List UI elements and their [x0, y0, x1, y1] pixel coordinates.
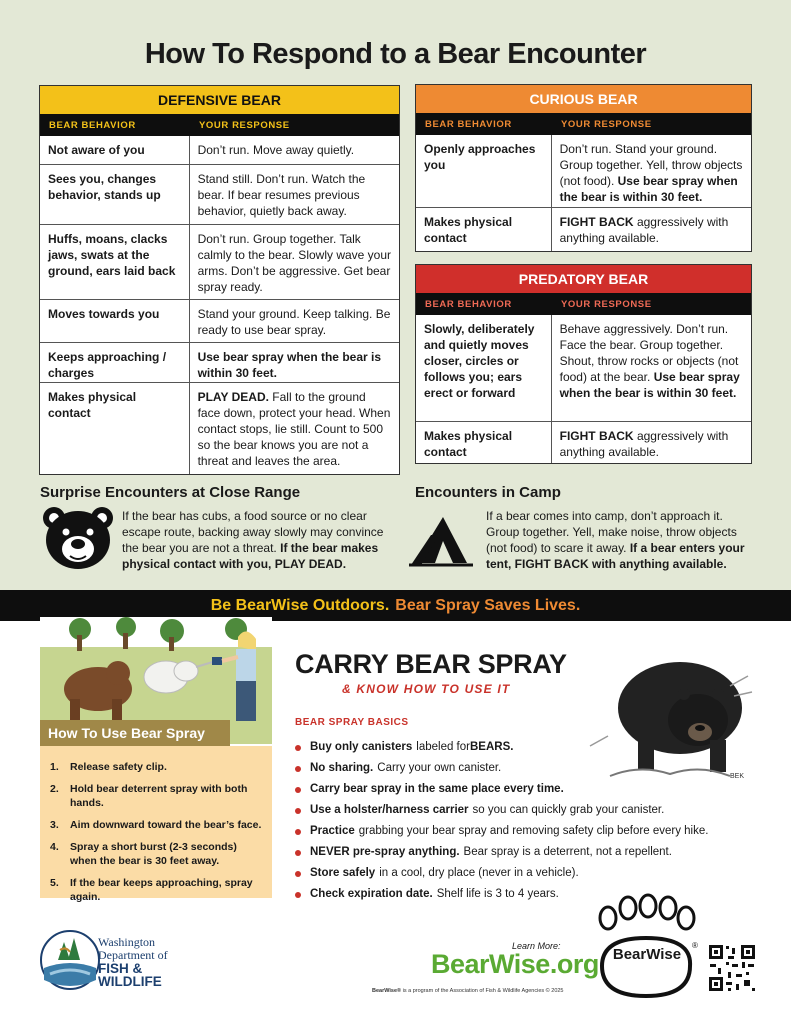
fine-print: BearWise® is a program of the Association of Fish & Wildlife Agencies © 2025 — [372, 988, 564, 994]
behavior-cell: Not aware of you — [40, 136, 190, 164]
registered-mark: ® — [692, 941, 698, 950]
list-item: Practice grabbing your bear spray and removing safety clip before every hike. — [295, 821, 708, 842]
slogan-part-2: Bear Spray Saves Lives. — [395, 596, 581, 614]
col-response: YOUR RESPONSE — [561, 298, 652, 310]
artist-signature: BEK — [730, 773, 745, 780]
response-cell: Stand your ground. Keep talking. Be ready to use bear spray. — [197, 307, 391, 337]
table-row — [40, 382, 399, 474]
bear-face-icon — [40, 504, 116, 570]
curious-heading: CURIOUS BEAR — [416, 85, 751, 113]
column-headers — [416, 293, 751, 315]
table-row — [40, 136, 399, 164]
column-headers — [416, 113, 751, 135]
table-row — [40, 299, 399, 342]
bearwise-logo-text: BearWise — [612, 946, 682, 963]
list-item: 2. Hold bear deterrent spray with both hands. — [50, 783, 248, 809]
behavior-cell: Slowly, deliberately and quietly moves closer, circles or follows you; ears erect or forward — [416, 315, 552, 421]
list-item: Carry bear spray in the same place every time. — [295, 779, 708, 800]
camp-heading: Encounters in Camp — [415, 484, 561, 501]
table-row — [40, 342, 399, 382]
behavior-cell: Makes physical contact — [416, 422, 552, 463]
page-title: How To Respond to a Bear Encounter — [144, 38, 647, 70]
learn-more-label: Learn More: — [512, 941, 561, 951]
response-cell: Behave aggressively. Don’t run. Face the bear. Group together. Shout, throw rocks or objects (not food) at the bear. Use bear spray when the bear is within 30 feet. — [559, 322, 740, 400]
column-headers — [40, 114, 399, 136]
surprise-heading: Surprise Encounters at Close Range — [40, 484, 301, 501]
camp-text: If a bear comes into camp, don’t approach it. Group together. Yell, make noise, throw objects (not food) to scare it away. If a bear enters your tent, FIGHT BACK with anything available. — [486, 509, 745, 571]
response-cell: PLAY DEAD. Fall to the ground face down, protect your head. When contact stops, lie still. Count to 500 so the bear knows you are not a threat and leaves the area. — [197, 390, 391, 468]
list-item: NEVER pre-spray anything. Bear spray is a deterrent, not a repellent. — [295, 842, 708, 863]
table-row — [416, 315, 751, 421]
behavior-cell: Keeps approaching / charges — [40, 343, 190, 382]
response-cell: Use bear spray when the bear is within 30 feet. — [197, 350, 382, 380]
behavior-cell: Sees you, changes behavior, stands up — [40, 165, 190, 224]
carry-subheading: & KNOW HOW TO USE IT — [342, 682, 511, 696]
response-cell: Don’t run. Move away quietly. — [197, 143, 355, 157]
table-row — [40, 224, 399, 299]
list-item: 3. Aim downward toward the bear’s face. — [50, 819, 262, 831]
basics-heading: BEAR SPRAY BASICS — [295, 717, 409, 728]
col-response: YOUR RESPONSE — [199, 119, 290, 131]
defensive-heading: DEFENSIVE BEAR — [40, 86, 399, 114]
list-item: Buy only canisters labeled for BEARS. — [295, 737, 708, 758]
defensive-bear-table — [39, 85, 400, 475]
list-item: Store safely in a cool, dry place (never in a vehicle). — [295, 863, 708, 884]
col-behavior: BEAR BEHAVIOR — [425, 118, 512, 130]
behavior-cell: Makes physical contact — [416, 208, 552, 251]
table-row — [416, 135, 751, 207]
how-to-use-steps — [40, 746, 272, 903]
curious-bear-table — [415, 84, 752, 252]
col-behavior: BEAR BEHAVIOR — [49, 119, 136, 131]
behavior-cell: Moves towards you — [40, 300, 190, 342]
tent-icon — [409, 511, 473, 567]
behavior-cell: Openly approaches you — [416, 135, 552, 207]
surprise-text: If the bear has cubs, a food source or no clear escape route, backing away slowly may convince the bear you are not a threat. If the bear makes physical contact with you, PLAY DEAD. — [122, 509, 384, 571]
bearwise-website: BearWise.org — [431, 949, 599, 979]
response-cell: Don’t run. Group together. Talk calmly to the bear. Slowly wave your arms. Don’t be aggressive. Get bear spray ready. — [197, 232, 392, 294]
response-cell: FIGHT BACK aggressively with anything available. — [559, 429, 729, 459]
behavior-cell: Huffs, moans, clacks jaws, swats at the ground, ears laid back — [40, 225, 190, 299]
col-behavior: BEAR BEHAVIOR — [425, 298, 512, 310]
response-cell: Don’t run. Stand your ground. Group together. Yell, throw objects (not food). Use bear spray when the bear is within 30 feet. — [559, 142, 743, 204]
slogan-part-1: Be BearWise Outdoors. — [210, 596, 390, 614]
table-row — [40, 164, 399, 224]
list-item: Use a holster/harness carrier so you can quickly grab your canister. — [295, 800, 708, 821]
table-body — [40, 136, 399, 474]
predatory-heading: PREDATORY BEAR — [416, 265, 751, 293]
behavior-cell: Makes physical contact — [40, 383, 190, 474]
col-response: YOUR RESPONSE — [561, 118, 652, 130]
carry-heading: CARRY BEAR SPRAY — [295, 649, 567, 679]
list-item: 1. Release safety clip. — [50, 761, 167, 773]
list-item: No sharing. Carry your own canister. — [295, 758, 708, 779]
wdfw-name: Washington Department of FISH & WILDLIFE — [98, 935, 168, 989]
how-to-use-heading: How To Use Bear Spray — [40, 720, 230, 746]
table-row — [416, 421, 751, 463]
table-row — [416, 207, 751, 251]
response-cell: Stand still. Don’t run. Watch the bear. If bear resumes previous behavior, quietly back away. — [197, 172, 366, 218]
response-cell: FIGHT BACK aggressively with anything available. — [559, 215, 729, 245]
qr-code[interactable] — [708, 944, 756, 992]
list-item: 4. Spray a short burst (2-3 seconds) when the bear is 30 feet away. — [50, 841, 237, 867]
bear-illustration — [580, 636, 770, 786]
list-item: 5. If the bear keeps approaching, spray again. — [50, 877, 253, 903]
list-item: Check expiration date. Shelf life is 3 to 4 years. — [295, 884, 708, 905]
predatory-bear-table — [415, 264, 752, 464]
